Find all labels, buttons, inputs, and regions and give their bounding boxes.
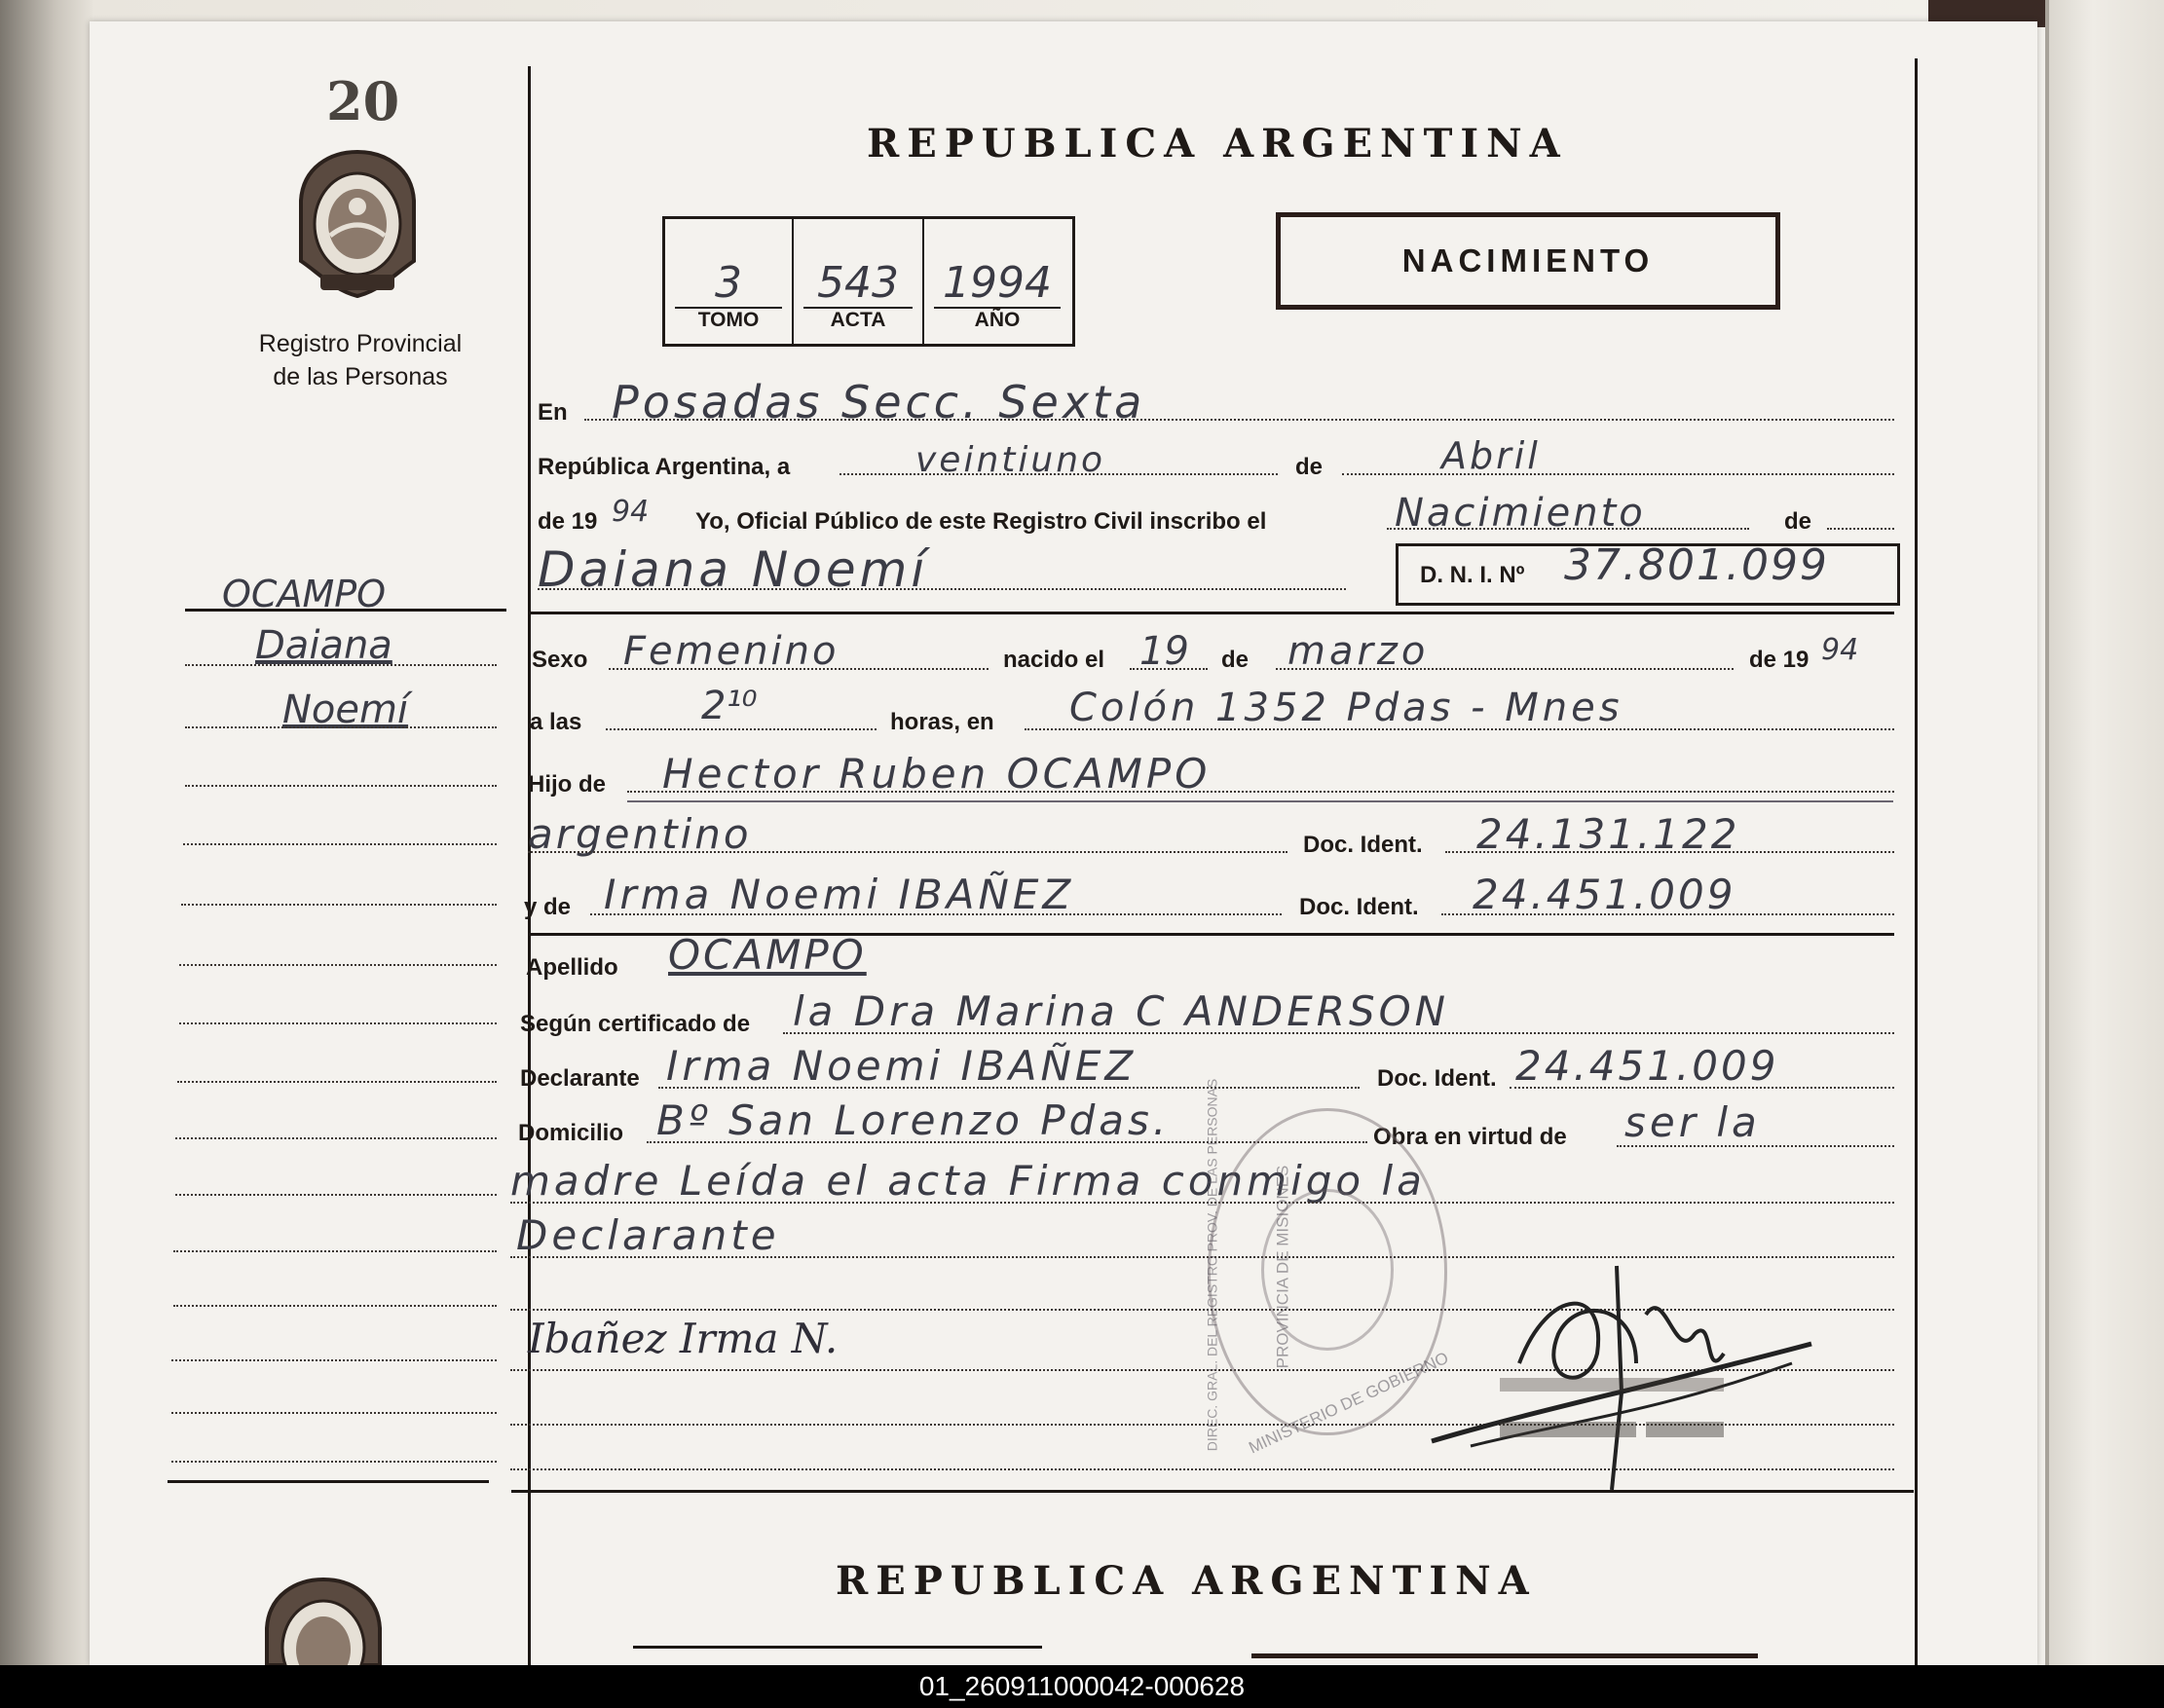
father-doc-label: Doc. Ident. [1303,832,1423,858]
mother-doc-label: Doc. Ident. [1299,894,1419,920]
margin-name-1: Daiana [255,623,392,668]
sexo-line [609,668,989,670]
registry-line-2: de las Personas [273,363,448,390]
certificado-line [783,1032,1894,1034]
hijo-label: Hijo de [528,771,607,798]
birth-place: Colón 1352 Pdas - Mnes [1069,686,1623,730]
stamp-bottom-text: MINISTERIO DE GOBIERNO [1246,1348,1452,1458]
horas-label: horas, en [890,709,994,735]
alas-label: a las [530,709,582,735]
margin-bottom-rule [168,1480,489,1483]
father-line [627,791,1894,793]
father-nationality: argentino [528,810,752,858]
obra-value-3: Declarante [516,1211,780,1259]
margin-line [171,1412,497,1414]
yde-label: y de [524,894,572,920]
file-id-bar [0,1665,2164,1708]
birth-month: marzo [1287,629,1430,674]
margin-surname: OCAMPO [222,573,387,615]
tomo-cell [665,219,794,344]
next-province-seal-icon [255,1576,392,1665]
de-label-2: de [1784,508,1812,535]
tomo-label: TOMO [697,309,760,331]
next-type-box-top [1251,1653,1758,1658]
anio-value: 1994 [934,260,1061,309]
certificado-value: la Dra Marina C ANDERSON [793,987,1450,1035]
page-right-border [1915,58,1918,1665]
father-doc-line [1445,851,1894,853]
record-type: NACIMIENTO [1401,242,1655,278]
file-id: 01_260911000042-000628 [918,1671,1246,1701]
declarante-line [658,1087,1360,1089]
next-country-title: REPUBLICA ARGENTINA [836,1558,1537,1604]
child-name-line [538,588,1346,590]
apellido-value: OCAMPO [668,931,867,979]
obra-line-1 [1617,1145,1894,1147]
hour-line [606,728,877,730]
margin-line [173,1250,497,1252]
section-rule-1 [531,612,1894,614]
obra-line-2 [510,1202,1894,1204]
country-title: REPUBLICA ARGENTINA [867,121,1568,167]
declarant-signature: Ibañez Irma N. [528,1315,839,1362]
apellido-label: Apellido [526,954,618,981]
next-page-edge [2045,0,2164,1665]
obra-label: Obra en virtud de [1373,1124,1567,1150]
domicilio-value: Bº San Lorenzo Pdas. [656,1096,1171,1144]
declarante-doc-line [1510,1087,1894,1089]
acta-cell [794,219,924,344]
act-type: Nacimiento [1395,491,1646,536]
registry-line-1: Registro Provincial [258,330,463,357]
province-seal-icon [287,146,429,302]
nationality-line [528,851,1287,853]
acta-label: ACTA [830,309,886,331]
margin-line [177,1081,497,1083]
margin-line [171,1359,497,1361]
obra-value-2: madre Leída el acta Firma conmigo la [510,1157,1426,1205]
declarante-doc: 24.451.009 [1515,1042,1779,1090]
mother-line [590,913,1282,915]
mother-doc-line [1441,913,1894,915]
margin-line [185,726,497,728]
anio-cell [924,219,1070,344]
declarante-label: Declarante [520,1065,640,1092]
father-name: Hector Ruben OCAMPO [662,750,1212,798]
year-prefix-label: de 19 [538,508,598,535]
birth-day-line [1130,668,1208,670]
birth-month-line [1276,668,1734,670]
mother-name: Irma Noemi IBAÑEZ [604,871,1075,918]
anio-label: AÑO [974,309,1021,331]
en-label: En [538,399,568,426]
next-reference-box-top [633,1646,1042,1649]
father-doc: 24.131.122 [1476,810,1740,858]
margin-line [183,843,497,845]
mother-doc: 24.451.009 [1473,871,1736,918]
father-rule [627,800,1893,802]
dni-value: 37.801.099 [1564,540,1829,590]
month-text: Abril [1441,434,1541,477]
en-value: Posadas Secc. Sexta [612,376,1146,428]
stamp-top-text: DIREC. GRAL. DEL REGISTRO PROV. DE LAS PERSONAS [1204,1078,1220,1452]
year-suffix: 94 [612,495,650,529]
child-name: Daiana Noemí [538,541,929,598]
act-type-line [1387,528,1749,530]
margin-line [175,1137,497,1139]
margin-line [185,785,497,787]
nacido-label: nacido el [1003,647,1105,673]
de-label: de [1295,454,1324,480]
day-line [839,473,1278,475]
month-line [1342,473,1894,475]
republica-label: República Argentina, a [538,454,791,480]
acta-value: 543 [803,260,913,309]
margin-line [179,964,497,966]
official-signature-icon [1412,1246,1841,1500]
margin-name-2: Noemí [282,687,409,732]
birth-hour: 2¹⁰ [701,684,758,728]
birth-year-prefix-label: de 19 [1749,647,1810,673]
birth-day: 19 [1139,629,1189,674]
margin-line [171,1461,497,1463]
de-label-3: de [1221,647,1250,673]
en-line [584,419,1894,421]
margin-line [175,1194,497,1196]
margin-line [173,1305,497,1307]
dni-box [1396,540,1900,606]
record-type-box [1276,212,1780,310]
day-text: veintiuno [915,440,1106,480]
place-line [1025,728,1894,730]
registry-label [224,327,497,393]
margin-line [185,664,497,666]
sexo-value: Femenino [623,629,839,674]
declarante-doc-label: Doc. Ident. [1377,1065,1497,1092]
segun-label: Según certificado de [520,1011,751,1037]
book-spine [0,0,93,1665]
page-number: 20 [326,70,400,132]
reference-box [662,216,1075,347]
stamp-province: PROVINCIA DE MISIONES [1273,1165,1292,1369]
margin-line [181,904,497,906]
birth-year-suffix: 94 [1821,633,1859,667]
de-line-2 [1827,528,1894,530]
sexo-label: Sexo [532,647,588,673]
obra-value-1: ser la [1624,1098,1761,1146]
dni-label: D. N. I. Nº [1420,562,1525,588]
declarante-value: Irma Noemi IBAÑEZ [666,1042,1138,1090]
yo-label: Yo, Oficial Público de este Registro Civil inscribo el [695,508,1267,535]
domicilio-label: Domicilio [518,1120,624,1146]
margin-line [179,1022,497,1024]
tomo-value: 3 [675,260,782,309]
